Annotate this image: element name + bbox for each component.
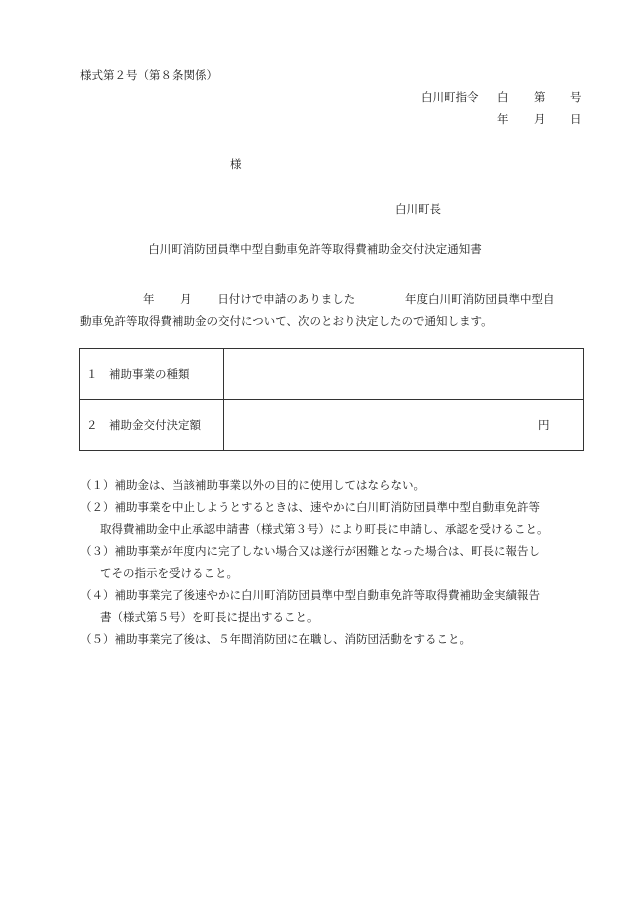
issuer-label: 白川町指令 xyxy=(421,90,479,104)
note-4: （４）補助事業完了後速やかに白川町消防団員準中型自動車免許等取得費補助金実績報告 xyxy=(80,588,540,602)
row1-label: １ 補助事業の種類 xyxy=(80,349,224,400)
document-title: 白川町消防団員準中型自動車免許等取得費補助金交付決定通知書 xyxy=(148,242,482,256)
body-month: 月 xyxy=(180,292,192,306)
note-4-cont: 書（様式第５号）を町長に提出すること。 xyxy=(100,610,319,624)
table-row xyxy=(80,400,584,451)
reference-go: 号 xyxy=(570,90,582,104)
reference-dai: 第 xyxy=(534,90,546,104)
body-text xyxy=(80,288,586,332)
body-year: 年 xyxy=(143,292,155,306)
addressee-suffix: 様 xyxy=(230,157,242,171)
row2-value xyxy=(224,400,584,451)
date-month: 月 xyxy=(534,112,546,126)
body-line-2: 動車免許等取得費補助金の交付について、次のとおり決定したので通知します。 xyxy=(80,314,493,328)
date-year: 年 xyxy=(497,112,509,126)
subsidy-table xyxy=(79,348,584,451)
sender: 白川町長 xyxy=(395,202,441,216)
yen-unit: 円 xyxy=(538,418,550,432)
body-fiscal-text: 年度白川町消防団員準中型自 xyxy=(404,292,555,306)
note-3-cont: てその指示を受けること。 xyxy=(100,566,238,580)
table-row xyxy=(80,349,584,400)
note-2-cont: 取得費補助金中止承認申請書（様式第３号）により町長に申請し、承認を受けること。 xyxy=(100,522,549,536)
notes xyxy=(80,474,590,650)
body-day-text: 日付けで申請のありました xyxy=(217,292,356,306)
note-5: （５）補助事業完了後は、５年間消防団に在職し、消防団活動をすること。 xyxy=(80,632,471,646)
date-day: 日 xyxy=(570,112,582,126)
note-1: （１）補助金は、当該補助事業以外の目的に使用してはならない。 xyxy=(80,478,425,492)
row1-value xyxy=(224,349,584,400)
note-3: （３）補助事業が年度内に完了しない場合又は遂行が困難となった場合は、町長に報告し xyxy=(80,544,540,558)
form-number: 様式第２号（第８条関係） xyxy=(80,68,218,82)
row2-label: ２ 補助金交付決定額 xyxy=(80,400,224,451)
note-2: （２）補助事業を中止しようとするときは、速やかに白川町消防団員準中型自動車免許等 xyxy=(80,500,540,514)
reference-prefix: 白 xyxy=(497,90,509,104)
body-line-1 xyxy=(80,288,586,310)
